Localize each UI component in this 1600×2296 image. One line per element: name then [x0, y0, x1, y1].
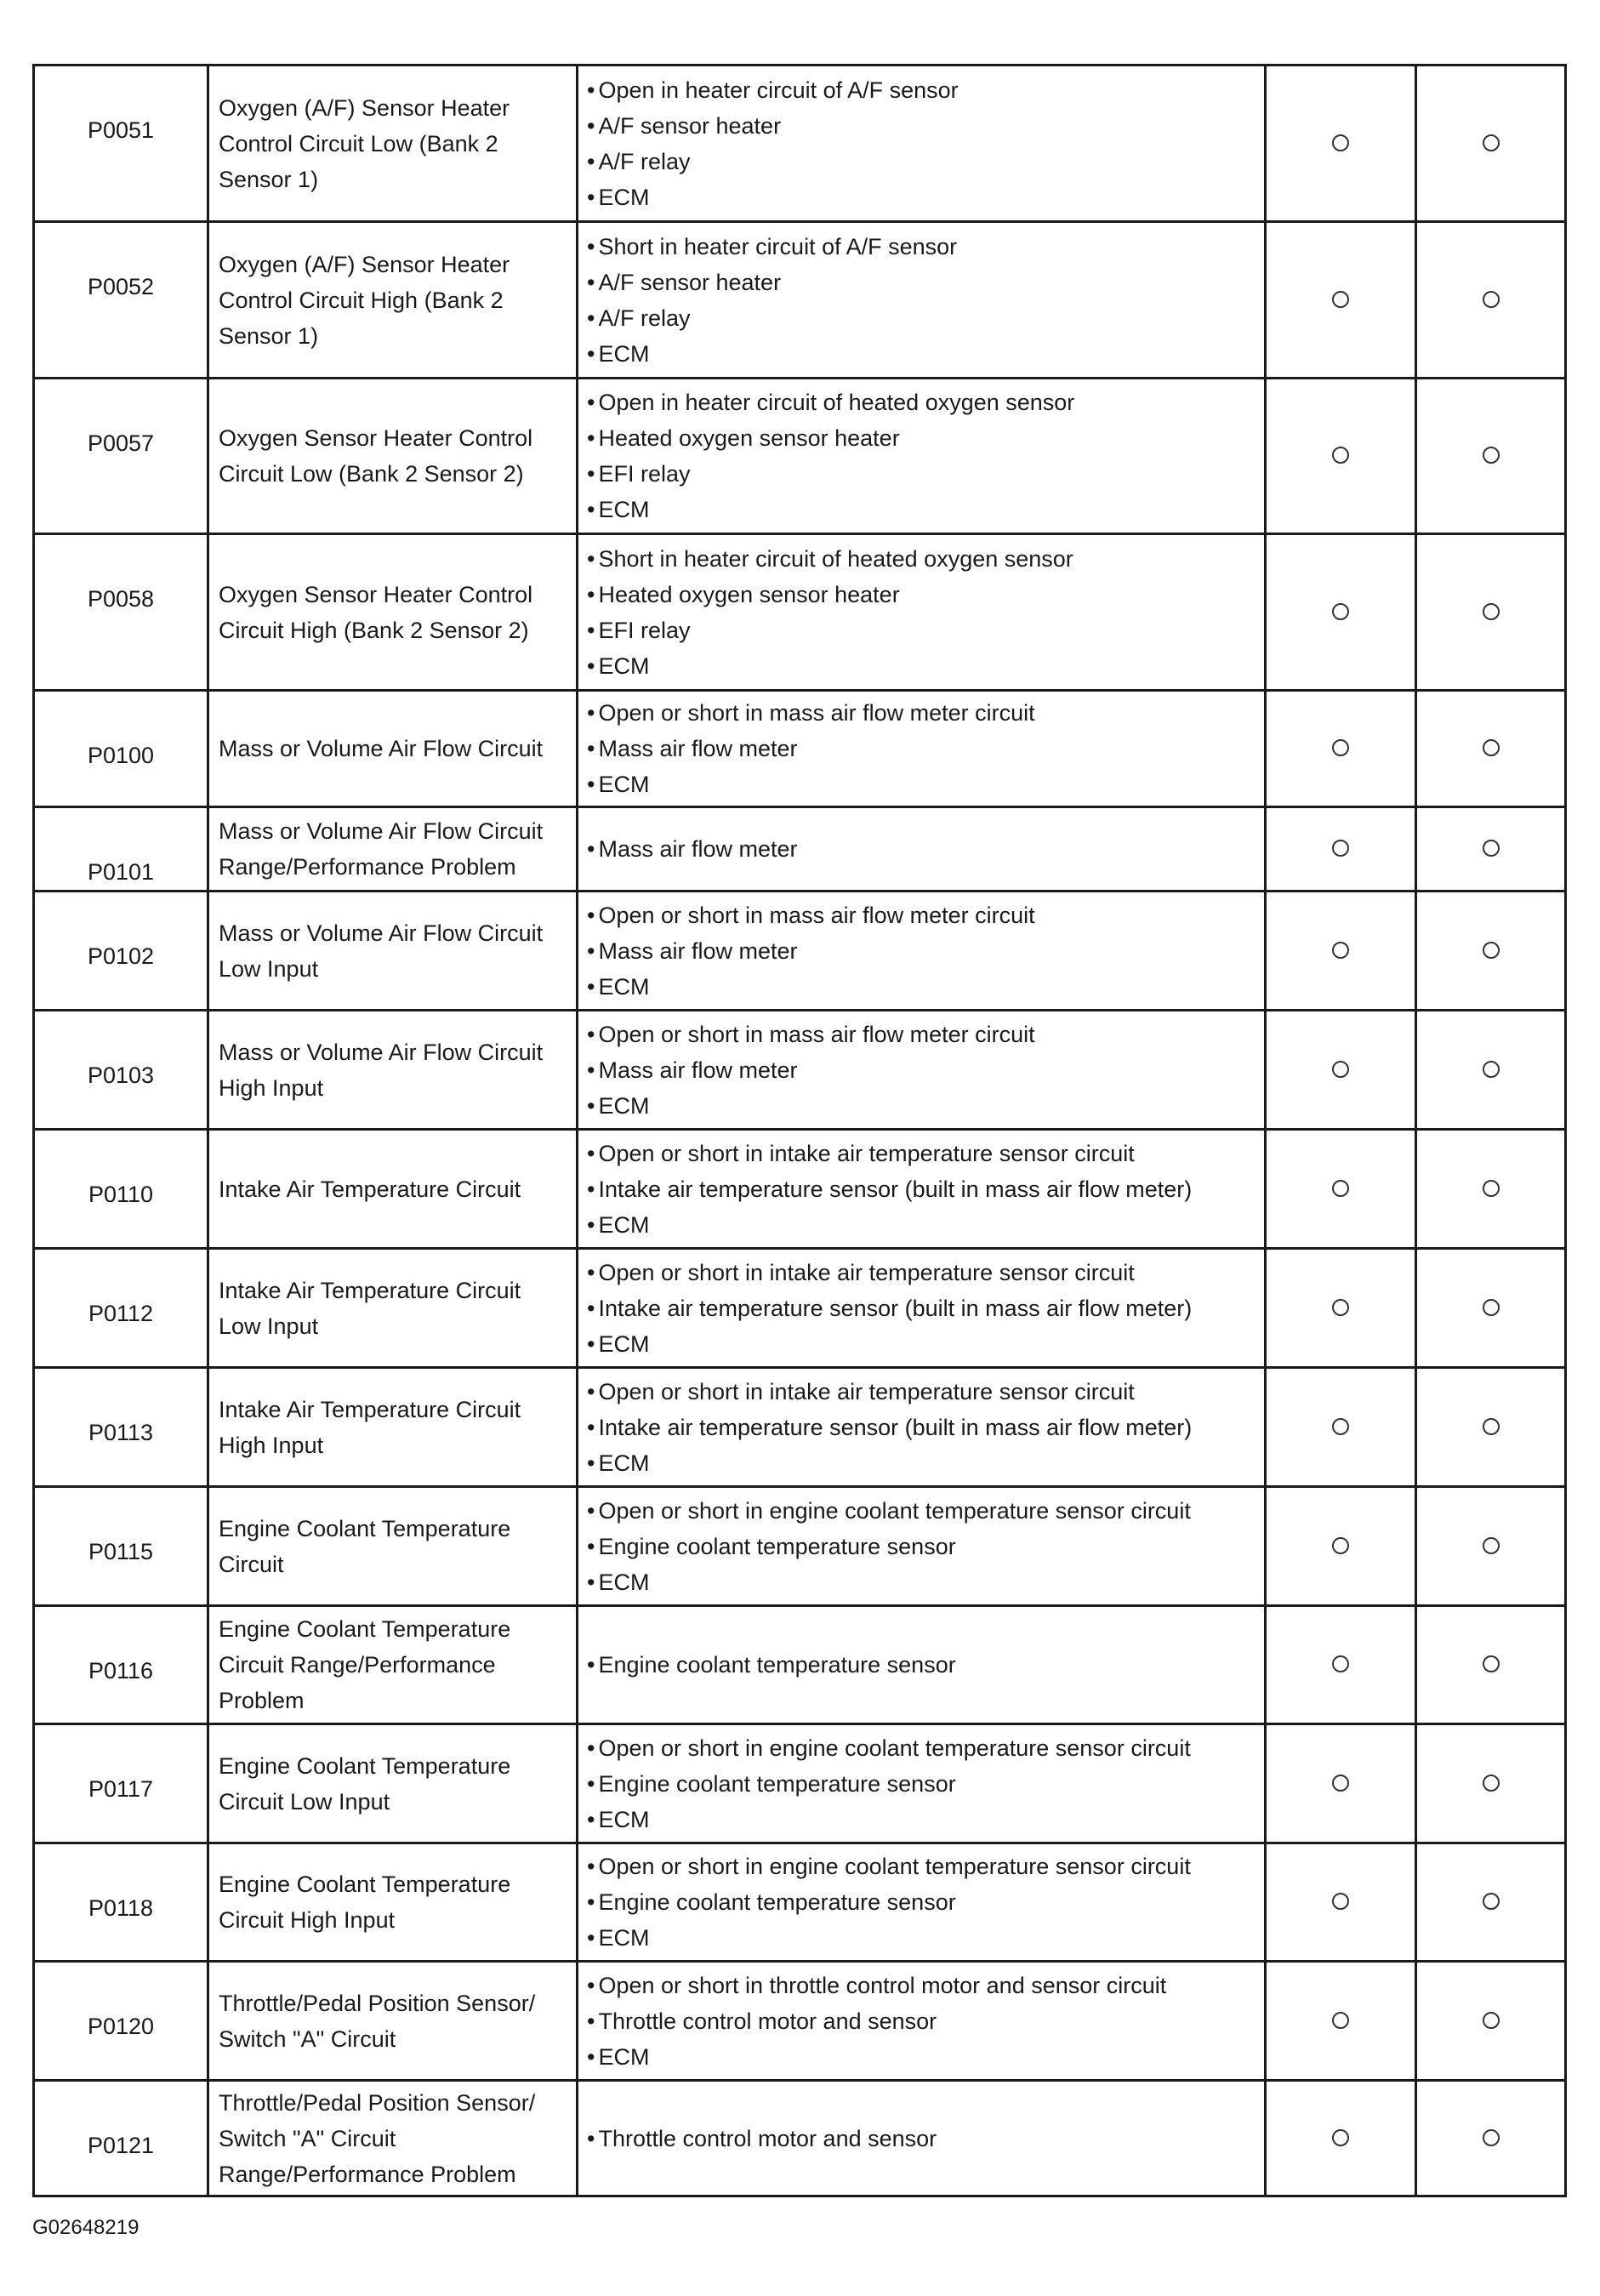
table-row	[34, 1962, 1566, 2081]
mil-cell	[1266, 2081, 1416, 2196]
trouble-area-list	[587, 1017, 1259, 1124]
trouble-area-list	[587, 831, 1259, 867]
memory-cell	[1416, 691, 1566, 807]
trouble-area-item: • Engine coolant temperature sensor	[587, 1766, 1259, 1802]
mil-circle-icon	[1332, 2129, 1349, 2146]
table-row	[34, 1249, 1566, 1368]
dtc-code: P0100	[34, 691, 208, 807]
mil-circle-icon	[1332, 1418, 1349, 1435]
trouble-area-item: • Mass air flow meter	[587, 831, 1259, 867]
trouble-area-item: • Open or short in mass air flow meter circuit	[587, 1017, 1259, 1052]
detection-item-text: Intake Air Temperature Circuit High Input	[219, 1396, 521, 1458]
mil-circle-icon	[1332, 1299, 1349, 1316]
trouble-area	[578, 534, 1266, 691]
dtc-code: P0120	[34, 1962, 208, 2081]
trouble-area	[578, 1487, 1266, 1606]
memory-cell	[1416, 66, 1566, 222]
detection-item-text: Oxygen (A/F) Sensor Heater Control Circuit High (Bank 2 Sensor 1)	[219, 251, 510, 349]
mil-cell	[1266, 691, 1416, 807]
memory-circle-icon	[1483, 134, 1500, 151]
memory-cell	[1416, 1368, 1566, 1487]
memory-circle-icon	[1483, 1061, 1500, 1078]
detection-item-text: Oxygen (A/F) Sensor Heater Control Circuit Low (Bank 2 Sensor 1)	[219, 94, 510, 192]
mil-cell	[1266, 1487, 1416, 1606]
mil-circle-icon	[1332, 2012, 1349, 2029]
trouble-area-item: • ECM	[587, 648, 1259, 684]
mil-circle-icon	[1332, 1180, 1349, 1197]
memory-cell	[1416, 1724, 1566, 1843]
dtc-code: P0112	[34, 1249, 208, 1368]
detection-item	[208, 534, 578, 691]
table-row	[34, 1368, 1566, 1487]
trouble-area-list	[587, 1968, 1259, 2075]
trouble-area-item: • Open or short in throttle control motor and sensor circuit	[587, 1968, 1259, 2003]
mil-circle-icon	[1332, 840, 1349, 857]
detection-item-text: Oxygen Sensor Heater Control Circuit Low (Bank 2 Sensor 2)	[219, 425, 533, 487]
memory-cell	[1416, 1843, 1566, 1962]
trouble-area	[578, 1724, 1266, 1843]
trouble-area	[578, 691, 1266, 807]
trouble-area	[578, 807, 1266, 892]
mil-circle-icon	[1332, 739, 1349, 756]
trouble-area	[578, 1249, 1266, 1368]
table-row	[34, 892, 1566, 1011]
trouble-area-item: • ECM	[587, 1207, 1259, 1243]
memory-circle-icon	[1483, 739, 1500, 756]
mil-cell	[1266, 1724, 1416, 1843]
memory-cell	[1416, 2081, 1566, 2196]
memory-circle-icon	[1483, 291, 1500, 308]
trouble-area-list	[587, 1374, 1259, 1481]
trouble-area	[578, 222, 1266, 379]
dtc-code: P0118	[34, 1843, 208, 1962]
dtc-code: P0121	[34, 2081, 208, 2196]
memory-cell	[1416, 1487, 1566, 1606]
detection-item	[208, 1724, 578, 1843]
trouble-area	[578, 1011, 1266, 1130]
dtc-code: P0052	[34, 222, 208, 379]
trouble-area-item: • ECM	[587, 1802, 1259, 1837]
mil-cell	[1266, 1843, 1416, 1962]
dtc-code: P0057	[34, 379, 208, 534]
dtc-table	[32, 64, 1567, 2197]
trouble-area-item: • A/F relay	[587, 144, 1259, 179]
dtc-code: P0058	[34, 534, 208, 691]
table-row	[34, 2081, 1566, 2196]
trouble-area-item: • A/F sensor heater	[587, 108, 1259, 144]
detection-item-text: Engine Coolant Temperature Circuit Low Input	[219, 1752, 511, 1815]
trouble-area-item: • Open or short in engine coolant temperature sensor circuit	[587, 1493, 1259, 1529]
trouble-area	[578, 1130, 1266, 1249]
trouble-area-item: • EFI relay	[587, 456, 1259, 492]
mil-cell	[1266, 1368, 1416, 1487]
trouble-area-item: • Heated oxygen sensor heater	[587, 420, 1259, 456]
trouble-area-list	[587, 1493, 1259, 1600]
mil-cell	[1266, 1130, 1416, 1249]
trouble-area	[578, 379, 1266, 534]
table-row	[34, 1606, 1566, 1724]
detection-item	[208, 1130, 578, 1249]
mil-circle-icon	[1332, 942, 1349, 959]
detection-item	[208, 807, 578, 892]
detection-item	[208, 1843, 578, 1962]
detection-item	[208, 1962, 578, 2081]
trouble-area-item: • Mass air flow meter	[587, 731, 1259, 766]
trouble-area-item: • Intake air temperature sensor (built in mass air flow meter)	[587, 1171, 1259, 1207]
trouble-area-list	[587, 695, 1259, 802]
trouble-area-item: • Open or short in intake air temperature sensor circuit	[587, 1255, 1259, 1290]
memory-circle-icon	[1483, 840, 1500, 857]
memory-cell	[1416, 1011, 1566, 1130]
memory-cell	[1416, 892, 1566, 1011]
trouble-area-item: • Mass air flow meter	[587, 1052, 1259, 1088]
table-row	[34, 1130, 1566, 1249]
mil-cell	[1266, 807, 1416, 892]
mil-cell	[1266, 892, 1416, 1011]
detection-item-text: Intake Air Temperature Circuit Low Input	[219, 1277, 521, 1339]
trouble-area-list	[587, 229, 1259, 372]
mil-circle-icon	[1332, 1775, 1349, 1792]
detection-item-text: Engine Coolant Temperature Circuit	[219, 1515, 511, 1577]
memory-circle-icon	[1483, 942, 1500, 959]
mil-cell	[1266, 379, 1416, 534]
mil-cell	[1266, 1249, 1416, 1368]
trouble-area	[578, 1962, 1266, 2081]
memory-circle-icon	[1483, 2012, 1500, 2029]
dtc-code: P0102	[34, 892, 208, 1011]
trouble-area-item: • Open or short in engine coolant temperature sensor circuit	[587, 1849, 1259, 1884]
trouble-area-list	[587, 541, 1259, 684]
trouble-area	[578, 66, 1266, 222]
memory-cell	[1416, 534, 1566, 691]
trouble-area	[578, 1606, 1266, 1724]
figure-code: G02648219	[32, 2216, 140, 2239]
detection-item-text: Engine Coolant Temperature Circuit High Input	[219, 1872, 511, 1933]
detection-item	[208, 66, 578, 222]
trouble-area-item: • Heated oxygen sensor heater	[587, 577, 1259, 612]
memory-circle-icon	[1483, 1775, 1500, 1792]
memory-circle-icon	[1483, 1180, 1500, 1197]
trouble-area-list	[587, 385, 1259, 527]
table-row	[34, 379, 1566, 534]
mil-cell	[1266, 1962, 1416, 2081]
trouble-area-item: • ECM	[587, 1326, 1259, 1362]
trouble-area-item: • Open or short in mass air flow meter circuit	[587, 695, 1259, 731]
trouble-area-item: • ECM	[587, 2039, 1259, 2075]
trouble-area-item: • Open in heater circuit of heated oxygen sensor	[587, 385, 1259, 420]
trouble-area-item: • Throttle control motor and sensor	[587, 2121, 1259, 2156]
trouble-area-list	[587, 1255, 1259, 1362]
dtc-table-body	[34, 66, 1566, 2196]
detection-item	[208, 379, 578, 534]
trouble-area-item: • ECM	[587, 1920, 1259, 1956]
detection-item	[208, 1606, 578, 1724]
trouble-area-list	[587, 1647, 1259, 1683]
trouble-area-item: • Short in heater circuit of A/F sensor	[587, 229, 1259, 265]
detection-item	[208, 1011, 578, 1130]
mil-cell	[1266, 222, 1416, 379]
memory-circle-icon	[1483, 1537, 1500, 1554]
detection-item-text: Mass or Volume Air Flow Circuit	[219, 736, 544, 761]
trouble-area-item: • Engine coolant temperature sensor	[587, 1529, 1259, 1564]
table-row	[34, 534, 1566, 691]
detection-item	[208, 1487, 578, 1606]
mil-cell	[1266, 66, 1416, 222]
detection-item-text: Mass or Volume Air Flow Circuit High Input	[219, 1039, 544, 1101]
memory-cell	[1416, 379, 1566, 534]
trouble-area-item: • Intake air temperature sensor (built in mass air flow meter)	[587, 1290, 1259, 1326]
trouble-area-item: • Open or short in engine coolant temperature sensor circuit	[587, 1730, 1259, 1766]
detection-item-text: Engine Coolant Temperature Circuit Range/Performance Problem	[219, 1616, 511, 1713]
trouble-area-item: • Mass air flow meter	[587, 933, 1259, 969]
dtc-code: P0101	[34, 807, 208, 892]
trouble-area-item: • A/F sensor heater	[587, 265, 1259, 300]
trouble-area-item: • Short in heater circuit of heated oxygen sensor	[587, 541, 1259, 577]
dtc-code: P0117	[34, 1724, 208, 1843]
trouble-area-list	[587, 72, 1259, 215]
trouble-area-item: • ECM	[587, 1445, 1259, 1481]
table-row	[34, 66, 1566, 222]
trouble-area	[578, 892, 1266, 1011]
trouble-area-item: • Engine coolant temperature sensor	[587, 1647, 1259, 1683]
mil-circle-icon	[1332, 1537, 1349, 1554]
memory-cell	[1416, 1249, 1566, 1368]
detection-item-text: Mass or Volume Air Flow Circuit Range/Performance Problem	[219, 818, 544, 880]
trouble-area-list	[587, 2121, 1259, 2156]
detection-item	[208, 1368, 578, 1487]
memory-circle-icon	[1483, 1893, 1500, 1910]
trouble-area-item: • Open in heater circuit of A/F sensor	[587, 72, 1259, 108]
mil-circle-icon	[1332, 1655, 1349, 1672]
trouble-area-item: • ECM	[587, 766, 1259, 802]
table-row	[34, 222, 1566, 379]
dtc-code: P0115	[34, 1487, 208, 1606]
table-row	[34, 1011, 1566, 1130]
mil-cell	[1266, 1606, 1416, 1724]
trouble-area	[578, 1368, 1266, 1487]
detection-item	[208, 892, 578, 1011]
trouble-area-item: • Open or short in mass air flow meter circuit	[587, 897, 1259, 933]
trouble-area-item: • ECM	[587, 179, 1259, 215]
mil-circle-icon	[1332, 1893, 1349, 1910]
detection-item-text: Intake Air Temperature Circuit	[219, 1176, 521, 1202]
table-row	[34, 807, 1566, 892]
detection-item	[208, 2081, 578, 2196]
mil-circle-icon	[1332, 603, 1349, 620]
detection-item-text: Oxygen Sensor Heater Control Circuit High (Bank 2 Sensor 2)	[219, 581, 533, 643]
trouble-area-item: • EFI relay	[587, 612, 1259, 648]
trouble-area-item: • Throttle control motor and sensor	[587, 2003, 1259, 2039]
memory-cell	[1416, 1962, 1566, 2081]
trouble-area-item: • ECM	[587, 1564, 1259, 1600]
table-row	[34, 1843, 1566, 1962]
mil-circle-icon	[1332, 291, 1349, 308]
trouble-area-item: • Intake air temperature sensor (built in mass air flow meter)	[587, 1410, 1259, 1445]
table-row	[34, 1724, 1566, 1843]
memory-cell	[1416, 1130, 1566, 1249]
trouble-area-list	[587, 897, 1259, 1005]
trouble-area-item: • Engine coolant temperature sensor	[587, 1884, 1259, 1920]
trouble-area-list	[587, 1849, 1259, 1956]
trouble-area-item: • Open or short in intake air temperature sensor circuit	[587, 1374, 1259, 1410]
dtc-code: P0113	[34, 1368, 208, 1487]
mil-circle-icon	[1332, 1061, 1349, 1078]
detection-item-text: Mass or Volume Air Flow Circuit Low Input	[219, 920, 544, 982]
trouble-area-list	[587, 1136, 1259, 1243]
memory-circle-icon	[1483, 1299, 1500, 1316]
memory-cell	[1416, 1606, 1566, 1724]
memory-cell	[1416, 807, 1566, 892]
mil-cell	[1266, 534, 1416, 691]
trouble-area-item: • ECM	[587, 1088, 1259, 1124]
detection-item	[208, 222, 578, 379]
detection-item-text: Throttle/Pedal Position Sensor/ Switch "A" Circuit Range/Performance Problem	[219, 2089, 536, 2187]
memory-circle-icon	[1483, 603, 1500, 620]
trouble-area-item: • ECM	[587, 336, 1259, 372]
dtc-code: P0110	[34, 1130, 208, 1249]
detection-item-text: Throttle/Pedal Position Sensor/ Switch "A" Circuit	[219, 1990, 536, 2052]
memory-circle-icon	[1483, 2129, 1500, 2146]
dtc-code: P0116	[34, 1606, 208, 1724]
trouble-area-item: • ECM	[587, 969, 1259, 1005]
mil-circle-icon	[1332, 447, 1349, 464]
mil-circle-icon	[1332, 134, 1349, 151]
memory-cell	[1416, 222, 1566, 379]
trouble-area-list	[587, 1730, 1259, 1837]
table-row	[34, 691, 1566, 807]
trouble-area	[578, 1843, 1266, 1962]
dtc-code: P0103	[34, 1011, 208, 1130]
detection-item	[208, 691, 578, 807]
memory-circle-icon	[1483, 1655, 1500, 1672]
memory-circle-icon	[1483, 1418, 1500, 1435]
mil-cell	[1266, 1011, 1416, 1130]
table-row	[34, 1487, 1566, 1606]
trouble-area	[578, 2081, 1266, 2196]
trouble-area-item: • Open or short in intake air temperature sensor circuit	[587, 1136, 1259, 1171]
trouble-area-item: • A/F relay	[587, 300, 1259, 336]
trouble-area-item: • ECM	[587, 492, 1259, 527]
detection-item	[208, 1249, 578, 1368]
dtc-code: P0051	[34, 66, 208, 222]
memory-circle-icon	[1483, 447, 1500, 464]
